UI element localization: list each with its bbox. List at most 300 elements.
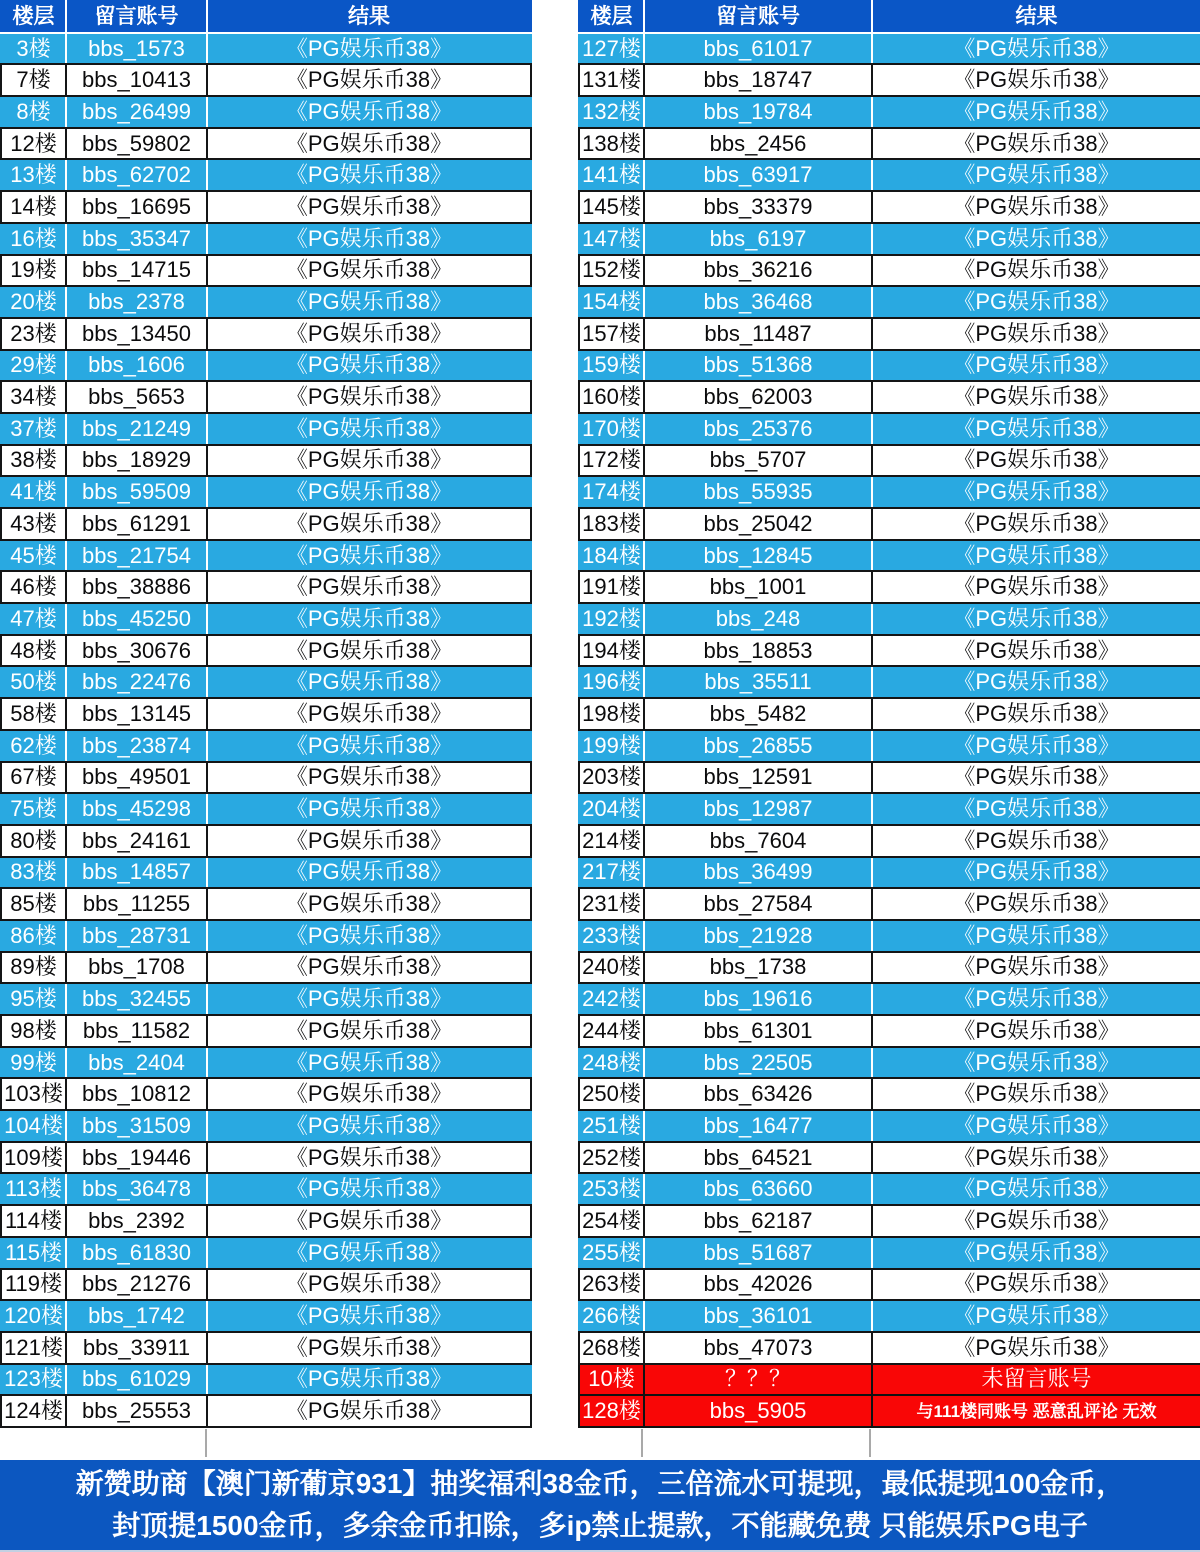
account-cell: bbs_21276 — [66, 1269, 207, 1301]
result-cell: 《PG娱乐币38》 — [207, 1173, 531, 1205]
floor-cell: 43楼 — [1, 508, 66, 540]
column-header-floor: 楼层 — [1, 1, 66, 33]
result-cell: 《PG娱乐币38》 — [872, 318, 1200, 350]
account-cell: bbs_14857 — [66, 857, 207, 889]
table-row — [579, 1269, 1200, 1301]
result-cell: 《PG娱乐币38》 — [207, 952, 531, 984]
result-cell: 《PG娱乐币38》 — [872, 381, 1200, 413]
result-cell: 《PG娱乐币38》 — [207, 1110, 531, 1142]
floor-cell: 104楼 — [1, 1110, 66, 1142]
result-cell: 《PG娱乐币38》 — [872, 286, 1200, 318]
result-cell: 《PG娱乐币38》 — [872, 413, 1200, 445]
result-cell: 《PG娱乐币38》 — [872, 1173, 1200, 1205]
table-row — [1, 857, 531, 889]
table-row — [1, 1364, 531, 1396]
table-row — [579, 635, 1200, 667]
result-cell: 《PG娱乐币38》 — [207, 1142, 531, 1174]
account-cell: bbs_5905 — [644, 1395, 872, 1427]
floor-cell: 10楼 — [579, 1364, 644, 1396]
account-cell: bbs_10812 — [66, 1078, 207, 1110]
table-row — [1, 128, 531, 160]
table-row — [579, 857, 1200, 889]
table-row — [579, 413, 1200, 445]
account-cell: bbs_42026 — [644, 1269, 872, 1301]
account-cell: bbs_12845 — [644, 540, 872, 572]
floor-cell: 34楼 — [1, 381, 66, 413]
result-cell: 《PG娱乐币38》 — [872, 825, 1200, 857]
floor-cell: 252楼 — [579, 1142, 644, 1174]
floor-cell: 214楼 — [579, 825, 644, 857]
account-cell: bbs_13450 — [66, 318, 207, 350]
table-row — [579, 698, 1200, 730]
table-row — [579, 350, 1200, 382]
result-cell: 与111楼同账号 恶意乱评论 无效 — [872, 1395, 1200, 1427]
table-row — [579, 286, 1200, 318]
table-row — [1, 476, 531, 508]
table-row — [1, 64, 531, 96]
result-cell: 《PG娱乐币38》 — [207, 476, 531, 508]
floor-cell: 192楼 — [579, 603, 644, 635]
result-cell: 《PG娱乐币38》 — [872, 445, 1200, 477]
result-cell: 《PG娱乐币38》 — [207, 1205, 531, 1237]
grid-stub-line — [641, 1429, 643, 1457]
account-cell: bbs_25376 — [644, 413, 872, 445]
floor-cell: 58楼 — [1, 698, 66, 730]
table-row — [1, 33, 531, 65]
account-cell: bbs_16695 — [66, 191, 207, 223]
account-cell: bbs_248 — [644, 603, 872, 635]
table-row — [579, 476, 1200, 508]
floor-cell: 194楼 — [579, 635, 644, 667]
result-cell: 《PG娱乐币38》 — [207, 793, 531, 825]
account-cell: bbs_47073 — [644, 1332, 872, 1364]
account-cell: bbs_23874 — [66, 730, 207, 762]
floor-cell: 115楼 — [1, 1237, 66, 1269]
result-cell: 《PG娱乐币38》 — [207, 762, 531, 794]
column-header-result: 结果 — [872, 1, 1200, 33]
result-cell: 《PG娱乐币38》 — [872, 223, 1200, 255]
result-cell: 《PG娱乐币38》 — [207, 540, 531, 572]
result-cell: 《PG娱乐币38》 — [872, 1332, 1200, 1364]
table-row — [579, 793, 1200, 825]
account-cell: bbs_49501 — [66, 762, 207, 794]
table-row — [1, 1237, 531, 1269]
account-cell: ？？？ — [644, 1364, 872, 1396]
result-cell: 《PG娱乐币38》 — [207, 1300, 531, 1332]
floor-cell: 268楼 — [579, 1332, 644, 1364]
footer-banner — [0, 1460, 1200, 1552]
table-row — [1, 223, 531, 255]
header-row — [1, 1, 531, 33]
result-cell: 《PG娱乐币38》 — [207, 666, 531, 698]
result-cell: 《PG娱乐币38》 — [872, 1110, 1200, 1142]
table-row — [1, 191, 531, 223]
account-cell: bbs_21754 — [66, 540, 207, 572]
floor-cell: 244楼 — [579, 1015, 644, 1047]
header-row — [579, 1, 1200, 33]
account-cell: bbs_21249 — [66, 413, 207, 445]
result-cell: 《PG娱乐币38》 — [872, 857, 1200, 889]
account-cell: bbs_35347 — [66, 223, 207, 255]
result-cell: 《PG娱乐币38》 — [207, 635, 531, 667]
account-cell: bbs_19784 — [644, 96, 872, 128]
result-cell: 《PG娱乐币38》 — [872, 952, 1200, 984]
account-cell: bbs_2378 — [66, 286, 207, 318]
account-cell: bbs_12591 — [644, 762, 872, 794]
result-cell: 《PG娱乐币38》 — [207, 983, 531, 1015]
floor-cell: 20楼 — [1, 286, 66, 318]
floor-cell: 75楼 — [1, 793, 66, 825]
results-table-left — [0, 0, 532, 1428]
account-cell: bbs_2456 — [644, 128, 872, 160]
account-cell: bbs_19616 — [644, 983, 872, 1015]
table-row — [579, 1300, 1200, 1332]
floor-cell: 263楼 — [579, 1269, 644, 1301]
account-cell: bbs_33911 — [66, 1332, 207, 1364]
account-cell: bbs_7604 — [644, 825, 872, 857]
floor-cell: 46楼 — [1, 571, 66, 603]
account-cell: bbs_62187 — [644, 1205, 872, 1237]
table-row — [579, 920, 1200, 952]
floor-cell: 99楼 — [1, 1047, 66, 1079]
table-row — [1, 286, 531, 318]
table-row — [1, 350, 531, 382]
floor-cell: 67楼 — [1, 762, 66, 794]
table-row — [579, 381, 1200, 413]
floor-cell: 231楼 — [579, 888, 644, 920]
table-row — [1, 318, 531, 350]
floor-cell: 37楼 — [1, 413, 66, 445]
account-cell: bbs_26499 — [66, 96, 207, 128]
table-row — [579, 1142, 1200, 1174]
floor-cell: 12楼 — [1, 128, 66, 160]
account-cell: bbs_61017 — [644, 33, 872, 65]
floor-cell: 131楼 — [579, 64, 644, 96]
account-cell: bbs_13145 — [66, 698, 207, 730]
floor-cell: 13楼 — [1, 159, 66, 191]
result-cell: 未留言账号 — [872, 1364, 1200, 1396]
account-cell: bbs_61830 — [66, 1237, 207, 1269]
result-cell: 《PG娱乐币38》 — [872, 603, 1200, 635]
grid-stub-line — [869, 1429, 871, 1457]
result-cell: 《PG娱乐币38》 — [207, 1237, 531, 1269]
table-row — [1, 96, 531, 128]
footer-line-2: 封顶提1500金币，多余金币扣除，多ip禁止提款，不能藏免费 只能娱乐PG电子 — [112, 1510, 1088, 1541]
floor-cell: 184楼 — [579, 540, 644, 572]
result-cell: 《PG娱乐币38》 — [872, 96, 1200, 128]
account-cell: bbs_61301 — [644, 1015, 872, 1047]
table-row — [1, 1015, 531, 1047]
table-row — [579, 445, 1200, 477]
result-cell: 《PG娱乐币38》 — [207, 128, 531, 160]
table-row — [1, 1110, 531, 1142]
floor-cell: 38楼 — [1, 445, 66, 477]
floor-cell: 242楼 — [579, 983, 644, 1015]
table-row — [579, 762, 1200, 794]
account-cell: bbs_45250 — [66, 603, 207, 635]
floor-cell: 120楼 — [1, 1300, 66, 1332]
result-cell: 《PG娱乐币38》 — [207, 1047, 531, 1079]
account-cell: bbs_32455 — [66, 983, 207, 1015]
table-row — [1, 762, 531, 794]
result-cell: 《PG娱乐币38》 — [207, 64, 531, 96]
result-cell: 《PG娱乐币38》 — [872, 1142, 1200, 1174]
result-cell: 《PG娱乐币38》 — [207, 508, 531, 540]
result-cell: 《PG娱乐币38》 — [207, 1269, 531, 1301]
account-cell: bbs_11255 — [66, 888, 207, 920]
account-cell: bbs_18929 — [66, 445, 207, 477]
floor-cell: 196楼 — [579, 666, 644, 698]
floor-cell: 8楼 — [1, 96, 66, 128]
floor-cell: 109楼 — [1, 1142, 66, 1174]
result-cell: 《PG娱乐币38》 — [872, 128, 1200, 160]
account-cell: bbs_1001 — [644, 571, 872, 603]
account-cell: bbs_2404 — [66, 1047, 207, 1079]
table-row — [1, 413, 531, 445]
result-cell: 《PG娱乐币38》 — [207, 571, 531, 603]
result-cell: 《PG娱乐币38》 — [872, 635, 1200, 667]
result-cell: 《PG娱乐币38》 — [207, 159, 531, 191]
account-cell: bbs_62702 — [66, 159, 207, 191]
table-row — [1, 666, 531, 698]
table-row — [1, 1142, 531, 1174]
result-cell: 《PG娱乐币38》 — [872, 64, 1200, 96]
table-row — [1, 540, 531, 572]
account-cell: bbs_59509 — [66, 476, 207, 508]
account-cell: bbs_59802 — [66, 128, 207, 160]
table-row — [1, 255, 531, 287]
result-cell: 《PG娱乐币38》 — [872, 920, 1200, 952]
floor-cell: 123楼 — [1, 1364, 66, 1396]
result-cell: 《PG娱乐币38》 — [872, 762, 1200, 794]
account-cell: bbs_5707 — [644, 445, 872, 477]
table-row — [1, 1332, 531, 1364]
result-cell: 《PG娱乐币38》 — [207, 857, 531, 889]
account-cell: bbs_1738 — [644, 952, 872, 984]
floor-cell: 7楼 — [1, 64, 66, 96]
table-row — [579, 255, 1200, 287]
table-row — [1, 698, 531, 730]
table-row — [579, 571, 1200, 603]
table-row — [1, 983, 531, 1015]
account-cell: bbs_61291 — [66, 508, 207, 540]
account-cell: bbs_63917 — [644, 159, 872, 191]
table-row — [1, 1395, 531, 1427]
table-row — [579, 318, 1200, 350]
floor-cell: 204楼 — [579, 793, 644, 825]
floor-cell: 23楼 — [1, 318, 66, 350]
table-row — [1, 825, 531, 857]
floor-cell: 152楼 — [579, 255, 644, 287]
result-cell: 《PG娱乐币38》 — [872, 666, 1200, 698]
table-row — [1, 793, 531, 825]
results-table-right — [578, 0, 1200, 1428]
result-cell: 《PG娱乐币38》 — [872, 476, 1200, 508]
result-cell: 《PG娱乐币38》 — [207, 888, 531, 920]
floor-cell: 248楼 — [579, 1047, 644, 1079]
floor-cell: 251楼 — [579, 1110, 644, 1142]
result-cell: 《PG娱乐币38》 — [207, 825, 531, 857]
floor-cell: 83楼 — [1, 857, 66, 889]
floor-cell: 233楼 — [579, 920, 644, 952]
result-cell: 《PG娱乐币38》 — [207, 698, 531, 730]
table-row — [579, 603, 1200, 635]
account-cell: bbs_25553 — [66, 1395, 207, 1427]
account-cell: bbs_11582 — [66, 1015, 207, 1047]
result-cell: 《PG娱乐币38》 — [207, 255, 531, 287]
floor-cell: 95楼 — [1, 983, 66, 1015]
result-cell: 《PG娱乐币38》 — [207, 1332, 531, 1364]
table-row — [579, 1364, 1200, 1396]
table-row — [579, 1173, 1200, 1205]
account-cell: bbs_62003 — [644, 381, 872, 413]
account-cell: bbs_1742 — [66, 1300, 207, 1332]
floor-cell: 16楼 — [1, 223, 66, 255]
result-cell: 《PG娱乐币38》 — [872, 983, 1200, 1015]
table-row — [579, 1395, 1200, 1427]
floor-cell: 147楼 — [579, 223, 644, 255]
floor-cell: 48楼 — [1, 635, 66, 667]
table-row — [1, 1173, 531, 1205]
result-cell: 《PG娱乐币38》 — [872, 1078, 1200, 1110]
account-cell: bbs_36468 — [644, 286, 872, 318]
account-cell: bbs_27584 — [644, 888, 872, 920]
account-cell: bbs_1573 — [66, 33, 207, 65]
table-row — [1, 445, 531, 477]
floor-cell: 41楼 — [1, 476, 66, 508]
floor-cell: 145楼 — [579, 191, 644, 223]
account-cell: bbs_1708 — [66, 952, 207, 984]
result-cell: 《PG娱乐币38》 — [872, 888, 1200, 920]
table-row — [579, 1237, 1200, 1269]
table-row — [1, 888, 531, 920]
account-cell: bbs_18747 — [644, 64, 872, 96]
table-row — [579, 191, 1200, 223]
floor-cell: 47楼 — [1, 603, 66, 635]
floor-cell: 3楼 — [1, 33, 66, 65]
result-cell: 《PG娱乐币38》 — [872, 159, 1200, 191]
table-row — [579, 1110, 1200, 1142]
result-cell: 《PG娱乐币38》 — [207, 730, 531, 762]
table-row — [1, 730, 531, 762]
table-row — [1, 508, 531, 540]
result-cell: 《PG娱乐币38》 — [207, 33, 531, 65]
floor-cell: 80楼 — [1, 825, 66, 857]
result-cell: 《PG娱乐币38》 — [207, 1015, 531, 1047]
result-cell: 《PG娱乐币38》 — [207, 350, 531, 382]
account-cell: bbs_22476 — [66, 666, 207, 698]
floor-cell: 174楼 — [579, 476, 644, 508]
grid-stub-line — [205, 1429, 207, 1457]
floor-cell: 85楼 — [1, 888, 66, 920]
floor-cell: 86楼 — [1, 920, 66, 952]
table-row — [579, 64, 1200, 96]
result-cell: 《PG娱乐币38》 — [207, 223, 531, 255]
account-cell: bbs_28731 — [66, 920, 207, 952]
result-cell: 《PG娱乐币38》 — [207, 920, 531, 952]
table-row — [1, 1300, 531, 1332]
result-cell: 《PG娱乐币38》 — [872, 1237, 1200, 1269]
result-cell: 《PG娱乐币38》 — [872, 1015, 1200, 1047]
result-cell: 《PG娱乐币38》 — [207, 445, 531, 477]
account-cell: bbs_33379 — [644, 191, 872, 223]
floor-cell: 121楼 — [1, 1332, 66, 1364]
column-header-result: 结果 — [207, 1, 531, 33]
result-cell: 《PG娱乐币38》 — [207, 96, 531, 128]
account-cell: bbs_21928 — [644, 920, 872, 952]
account-cell: bbs_14715 — [66, 255, 207, 287]
account-cell: bbs_36101 — [644, 1300, 872, 1332]
result-cell: 《PG娱乐币38》 — [872, 1269, 1200, 1301]
floor-cell: 266楼 — [579, 1300, 644, 1332]
account-cell: bbs_36478 — [66, 1173, 207, 1205]
table-row — [579, 730, 1200, 762]
table-row — [579, 983, 1200, 1015]
result-cell: 《PG娱乐币38》 — [872, 793, 1200, 825]
column-header-account: 留言账号 — [66, 1, 207, 33]
table-row — [1, 1078, 531, 1110]
table-row — [579, 1015, 1200, 1047]
floor-cell: 29楼 — [1, 350, 66, 382]
left-table-body — [1, 33, 531, 1427]
account-cell: bbs_26855 — [644, 730, 872, 762]
result-cell: 《PG娱乐币38》 — [872, 1047, 1200, 1079]
table-row — [579, 888, 1200, 920]
floor-cell: 172楼 — [579, 445, 644, 477]
table-row — [1, 603, 531, 635]
account-cell: bbs_24161 — [66, 825, 207, 857]
table-row — [579, 952, 1200, 984]
result-cell: 《PG娱乐币38》 — [207, 191, 531, 223]
table-row — [1, 1269, 531, 1301]
floor-cell: 119楼 — [1, 1269, 66, 1301]
table-row — [579, 1047, 1200, 1079]
account-cell: bbs_5482 — [644, 698, 872, 730]
result-cell: 《PG娱乐币38》 — [872, 255, 1200, 287]
table-row — [579, 128, 1200, 160]
result-cell: 《PG娱乐币38》 — [207, 413, 531, 445]
floor-cell: 89楼 — [1, 952, 66, 984]
account-cell: bbs_1606 — [66, 350, 207, 382]
table-row — [1, 952, 531, 984]
floor-cell: 103楼 — [1, 1078, 66, 1110]
floor-cell: 157楼 — [579, 318, 644, 350]
floor-cell: 127楼 — [579, 33, 644, 65]
floor-cell: 132楼 — [579, 96, 644, 128]
table-row — [579, 1078, 1200, 1110]
floor-cell: 45楼 — [1, 540, 66, 572]
floor-cell: 255楼 — [579, 1237, 644, 1269]
right-table-body — [579, 33, 1200, 1427]
floor-cell: 114楼 — [1, 1205, 66, 1237]
account-cell: bbs_61029 — [66, 1364, 207, 1396]
floor-cell: 198楼 — [579, 698, 644, 730]
account-cell: bbs_36499 — [644, 857, 872, 889]
floor-cell: 250楼 — [579, 1078, 644, 1110]
floor-cell: 254楼 — [579, 1205, 644, 1237]
account-cell: bbs_38886 — [66, 571, 207, 603]
table-row — [579, 1205, 1200, 1237]
account-cell: bbs_45298 — [66, 793, 207, 825]
account-cell: bbs_36216 — [644, 255, 872, 287]
result-cell: 《PG娱乐币38》 — [872, 191, 1200, 223]
account-cell: bbs_64521 — [644, 1142, 872, 1174]
result-cell: 《PG娱乐币38》 — [872, 350, 1200, 382]
result-cell: 《PG娱乐币38》 — [872, 698, 1200, 730]
account-cell: bbs_25042 — [644, 508, 872, 540]
floor-cell: 183楼 — [579, 508, 644, 540]
account-cell: bbs_63660 — [644, 1173, 872, 1205]
